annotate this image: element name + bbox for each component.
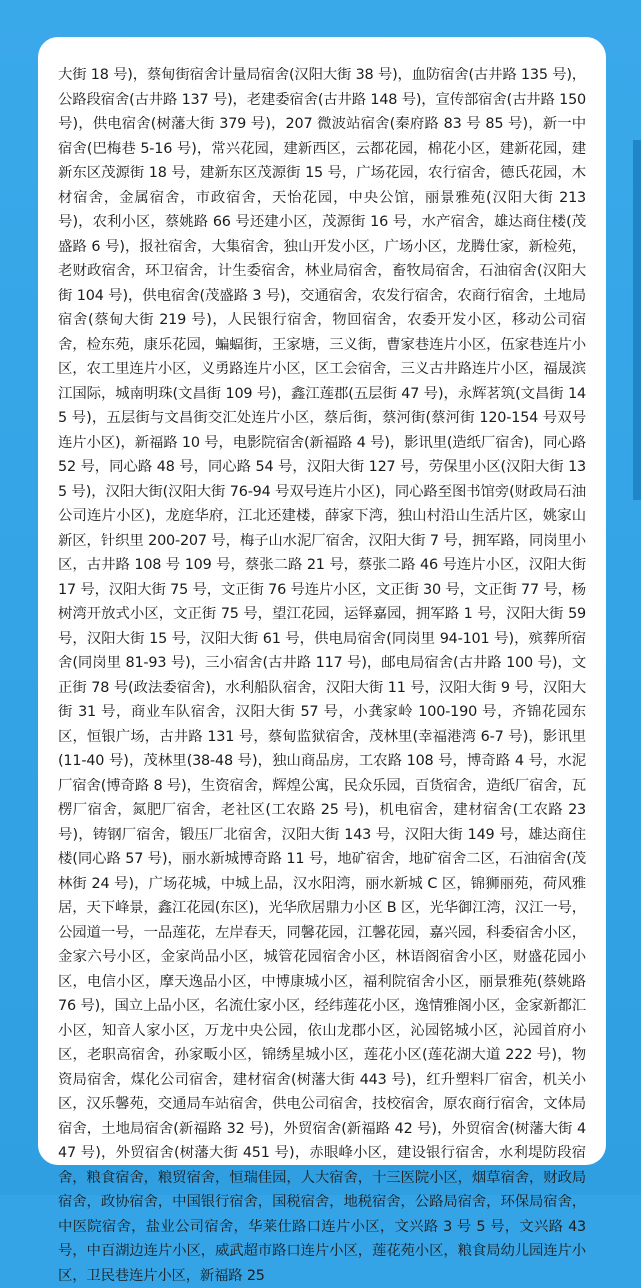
- side-decoration-strip: [633, 140, 641, 500]
- address-list-text: 大街 18 号)，蔡甸街宿舍计量局宿舍(汉阳大街 38 号)，血防宿舍(古井路 135 号)，公路段宿舍(古井路 137 号)，老建委宿舍(古井路 148 号)，宣传部宿舍(古井路 150 号)，供电宿舍(树藩大街 379 号)，207 微波站宿舍(秦府路 83 号 85 号)，新一中宿舍(巴梅巷 5-16 号)，常兴花园，建新西区，云都花园，棉花小区，建新花园，建新东区茂源街 18 号，建新东区茂源街 15 号，广场花园，农行宿舍，德氏花园，木材宿舍，金属宿舍，市政宿舍，天怡花园，中央公馆，丽景雅苑(汉阳大街 213 号)，农利小区，蔡姚路 66 号还建小区，茂源街 16 号，水产宿舍，雄达商住楼(茂盛路 6 号)，报社宿舍，大集宿舍，独山开发小区，广场小区，龙腾仕家，新检苑，老财政宿舍，环卫宿舍，计生委宿舍，林业局宿舍，畜牧局宿舍，石油宿舍(汉阳大街 104 号)，供电宿舍(茂盛路 3 号)，交通宿舍，农发行宿舍，农商行宿舍，土地局宿舍(蔡甸大街 219 号)，人民银行宿舍，物回宿舍，农委开发小区，移动公司宿舍，检东苑，康乐花园，蝙蝠街，王家塘，三义街，曹家巷连片小区，伍家巷连片小区，农工里连片小区，义勇路连片小区，区工会宿舍，三义古井路连片小区，福晟滨江国际，城南明珠(文昌街 109 号)，鑫江莲郡(五层街 47 号)，永辉茗筑(文昌街 145 号)，五层街与文昌街交汇处连片小区，蔡后街，蔡河街(蔡河街 120-154 号双号连片小区)，新福路 10 号，电影院宿舍(新福路 4 号)，影讯里(造纸厂宿舍)，同心路 52 号，同心路 48 号，同心路 54 号，汉阳大街 127 号，劳保里小区(汉阳大街 135 号)，汉阳大街(汉阳大街 76-94 号双号连片小区)，同心路至图书馆旁(财政局石油公司连片小区)，龙庭华府，江北还建楼，薛家下湾，独山村沿山生活片区，姚家山新区，针织里 200-207 号，梅子山水泥厂宿舍，汉阳大街 7 号，拥军路，同岗里小区，古井路 108 号 109 号，蔡张二路 21 号，蔡张二路 46 号连片小区，汉阳大街 17 号，汉阳大街 75 号，文正街 76 号连片小区，文正街 30 号，文正街 77 号，杨树湾开放式小区，文正街 75 号，望江花园，运铎嘉园，拥军路 1 号，汉阳大街 59 号，汉阳大街 15 号，汉阳大街 61 号，供电局宿舍(同岗里 94-101 号)，殡葬所宿舍(同岗里 81-93 号)，三小宿舍(古井路 117 号)，邮电局宿舍(古井路 100 号)，文正街 78 号(政法委宿舍)，水利船队宿舍，汉阳大街 11 号，汉阳大街 9 号，汉阳大街 31 号，商业车队宿舍，汉阳大街 57 号，小龚家岭 100-190 号，齐锦花园东区，恒银广场，古井路 131 号，蔡甸监狱宿舍，茂林里(幸福港湾 6-7 号)，影讯里(11-40 号)，茂林里(38-48 号)，独山商品房，工农路 108 号，博奇路 4 号，水泥厂宿舍(博奇路 8 号)，生资宿舍，辉煌公寓，民众乐园，百货宿舍，造纸厂宿舍，瓦楞厂宿舍，氮肥厂宿舍，老社区(工农路 25 号)，机电宿舍，建材宿舍(工农路 23 号)，铸钢厂宿舍，锻压厂北宿舍，汉阳大街 143 号，汉阳大街 149 号，雄达商住楼(同心路 57 号)，丽水新城博奇路 11 号，地矿宿舍，地矿宿舍二区，石油宿舍(茂林街 24 号)，广场花城，中城上品，汉水阳湾，丽水新城 C 区，锦狮丽苑，荷风雅居，天下峰景，鑫江花园(东区)，光华欣居鼎力小区 B 区，光华御江湾，汉江一号，公园道一号，一品莲花，左岸春天，同馨花园，江馨花园，嘉兴园，科委宿舍小区，金家六号小区，金家尚品小区，城管花园宿舍小区，林语阁宿舍小区，财盛花园小区，电信小区，摩天逸品小区，中博康城小区，福利院宿舍小区，丽景雅苑(蔡姚路 76 号)，国立上品小区，名流仕家小区，经纬莲花小区，逸情雅阁小区，金家新都汇小区，知音人家小区，万龙中央公园，依山龙郡小区，沁园铭城小区，沁园首府小区，老职高宿舍，孙家畈小区，锦绣星城小区，莲花小区(莲花湖大道 222 号)，物资局宿舍，煤化公司宿舍，建材宿舍(树藩大街 443 号)，红升塑料厂宿舍，机关小区，汉乐馨苑，交通局车站宿舍，供电公司宿舍，技校宿舍，原农商行宿舍，文体局宿舍，土地局宿舍(新福路 32 号)，外贸宿舍(新福路 42 号)，外贸宿舍(树藩大街 447 号)，外贸宿舍(树藩大街 451 号)，赤眼峰小区，建设银行宿舍，水利堤防段宿舍，粮食宿舍，粮贸宿舍，恒瑞佳园，人大宿舍，十三医院小区，烟草宿舍，财政局宿舍，政协宿舍，中国银行宿舍，国税宿舍，地税宿舍，公路局宿舍，环保局宿舍，中医院宿舍，盐业公司宿舍，华莱仕路口连片小区，文兴路 3 号 5 号，文兴路 43 号，中百湖边连片小区，威武超市路口连片小区，莲花苑小区，粮食局幼儿园连片小区，卫民巷连片小区，新福路 25: [58, 67, 586, 1284]
- content-card: [38, 37, 606, 1284]
